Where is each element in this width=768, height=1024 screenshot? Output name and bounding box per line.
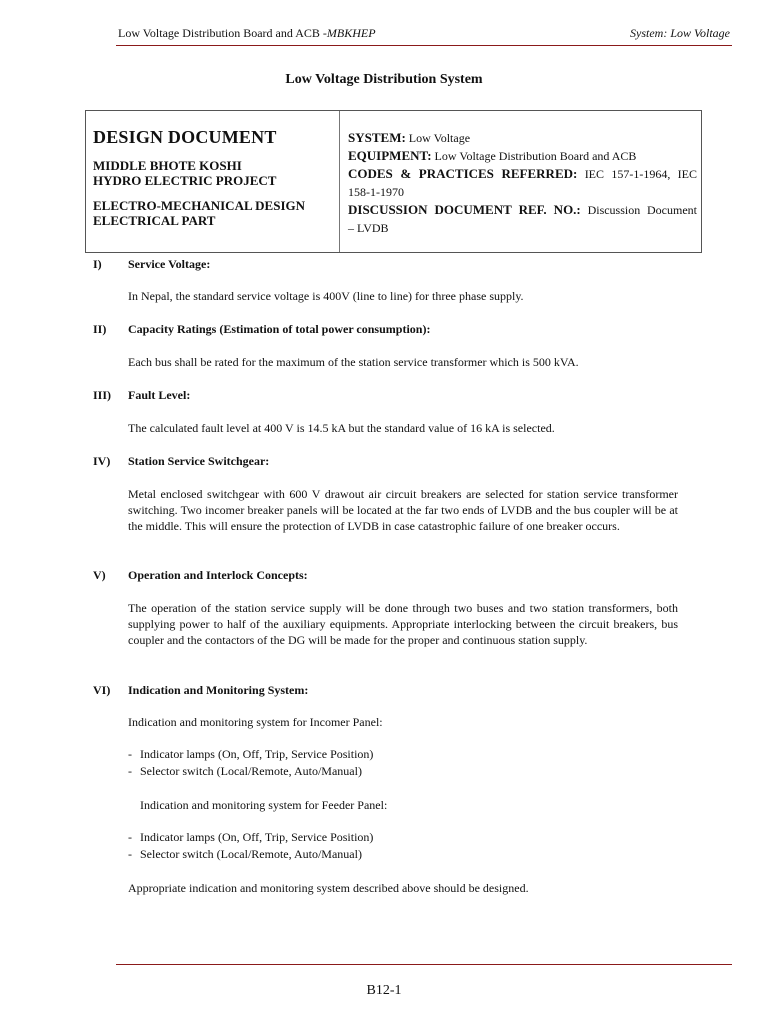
design-box-right — [348, 129, 697, 237]
section-text-2: Each bus shall be rated for the maximum of the station service transformer which is 500 kVA. — [128, 355, 579, 369]
design-box-left — [93, 127, 337, 228]
incomer-intro: Indication and monitoring system for Incomer Panel: — [128, 715, 383, 729]
part-line-1: ELECTRO-MECHANICAL DESIGN — [93, 198, 306, 213]
codes-value-line-1: IEC 157-1-1964, IEC — [584, 167, 698, 181]
section-text-4: Metal enclosed switchgear with 600 V drawout air circuit breakers are selected for station service transformer switching. Two incomer breaker panels will be located at the far two ends of LVDB and the bus coupler will be at the middle. This will ensure the protection of LVDB in case catastrophic failure of one breaker occurs. — [128, 487, 678, 533]
section-number: VI) — [93, 683, 111, 697]
discussion-label: DISCUSSION DOCUMENT REF. NO.: — [348, 202, 581, 217]
list-item-text: Selector switch (Local/Remote, Auto/Manual) — [140, 764, 362, 778]
header-left-italic: MBKHEP — [326, 26, 376, 40]
section-title: Fault Level: — [128, 388, 191, 402]
bullet-dash: - — [128, 764, 132, 778]
design-document-box — [85, 110, 702, 253]
section-title: Operation and Interlock Concepts: — [128, 568, 308, 582]
discussion-row — [348, 201, 697, 219]
header-left — [118, 26, 376, 41]
header-rule — [116, 45, 732, 46]
discussion-value-line-2: – LVDB — [348, 221, 389, 235]
equipment-value: Low Voltage Distribution Board and ACB — [434, 149, 637, 163]
document-title: Low Voltage Distribution System — [285, 72, 483, 87]
codes-row — [348, 165, 697, 183]
section-title: Capacity Ratings (Estimation of total power consumption): — [128, 322, 431, 336]
list-item-text: Selector switch (Local/Remote, Auto/Manual) — [140, 847, 362, 861]
list-item-text: Indicator lamps (On, Off, Trip, Service Position) — [140, 747, 374, 761]
design-part — [93, 198, 337, 228]
equipment-label: EQUIPMENT: — [348, 148, 432, 163]
project-line-1: MIDDLE BHOTE KOSHI — [93, 158, 242, 173]
page-number: B12-1 — [366, 983, 402, 998]
list-item-text: Indicator lamps (On, Off, Trip, Service Position) — [140, 830, 374, 844]
system-row — [348, 129, 697, 147]
section-text-1: In Nepal, the standard service voltage is 400V (line to line) for three phase supply. — [128, 289, 524, 303]
project-name — [93, 158, 337, 188]
section-number: II) — [93, 322, 107, 336]
section-text-5: The operation of the station service supply will be done through two buses and two station transformers, both supplying power to half of the auxiliary equipments. Appropriate interlocking between the circuit breakers, bus coupler and the contactors of the DG will be made for the proper and continuous station supply. — [128, 601, 678, 647]
section-title: Indication and Monitoring System: — [128, 683, 309, 697]
section-number: IV) — [93, 454, 111, 468]
bullet-dash: - — [128, 830, 132, 844]
section-title: Station Service Switchgear: — [128, 454, 270, 468]
running-header — [118, 26, 730, 42]
closing-text: Appropriate indication and monitoring system described above should be designed. — [128, 881, 529, 895]
section-number: III) — [93, 388, 112, 402]
project-line-2: HYDRO ELECTRIC PROJECT — [93, 173, 277, 188]
codes-label: CODES & PRACTICES REFERRED: — [348, 166, 578, 181]
header-right: System: Low Voltage — [630, 26, 730, 40]
system-label: SYSTEM: — [348, 130, 406, 145]
section-title: Service Voltage: — [128, 257, 211, 271]
bullet-dash: - — [128, 747, 132, 761]
discussion-value-line-1: Discussion Document — [587, 203, 698, 217]
design-document-heading: DESIGN DOCUMENT — [93, 127, 277, 147]
system-value: Low Voltage — [408, 131, 471, 145]
box-divider — [339, 111, 340, 252]
section-number: I) — [93, 257, 102, 271]
equipment-row — [348, 147, 697, 165]
feeder-intro: Indication and monitoring system for Feeder Panel: — [140, 798, 388, 812]
codes-value-line-2: 158-1-1970 — [348, 185, 404, 199]
section-number: V) — [93, 568, 106, 582]
footer-rule — [116, 964, 732, 965]
part-line-2: ELECTRICAL PART — [93, 213, 216, 228]
header-left-main: Low Voltage Distribution Board and ACB - — [118, 26, 327, 40]
section-text-3: The calculated fault level at 400 V is 14.5 kA but the standard value of 16 kA is selected. — [128, 421, 555, 435]
bullet-dash: - — [128, 847, 132, 861]
